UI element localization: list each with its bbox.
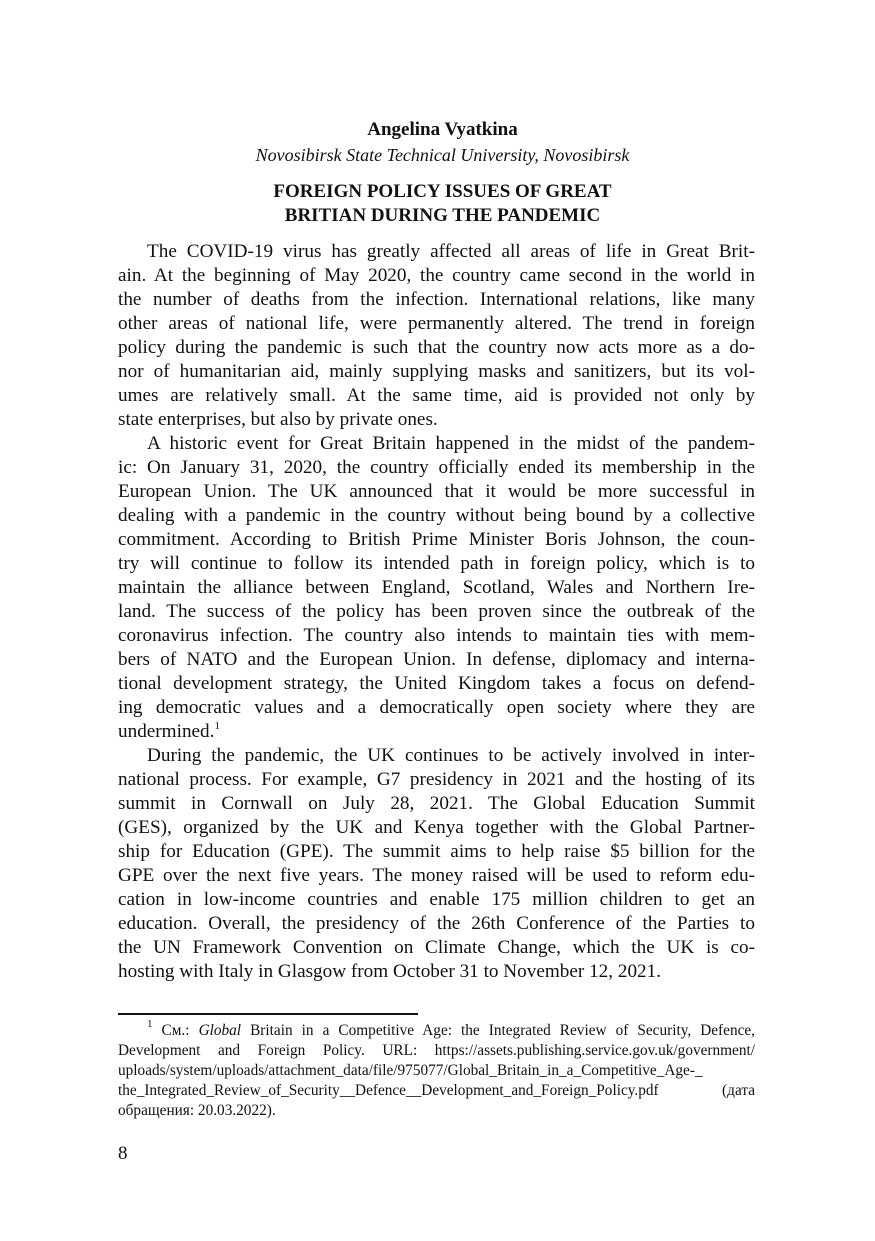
text-line: national process. For example, G7 presidency in 2021 and the hosting of its	[118, 769, 755, 790]
text-line: ing democratic values and a democratically open society where they are	[118, 697, 755, 718]
footnote-reference[interactable]: 1	[214, 720, 220, 732]
footnote-line: Development and Foreign Policy. URL: https://assets.publishing.service.gov.uk/government/	[118, 1042, 755, 1059]
paragraph	[118, 240, 755, 432]
text-line: umes are relatively small. At the same time, aid is provided not only by	[118, 385, 755, 406]
text-line: policy during the pandemic is such that the country now acts more as a do-	[118, 337, 755, 358]
text-line: the UN Framework Convention on Climate Change, which the UK is co-	[118, 937, 755, 958]
text-line: cation in low-income countries and enable 175 million children to get an	[118, 889, 755, 910]
text-line: summit in Cornwall on July 28, 2021. The Global Education Summit	[118, 793, 755, 814]
text-line: hosting with Italy in Glasgow from October 31 to November 12, 2021.	[118, 961, 662, 982]
text-line: (GES), organized by the UK and Kenya together with the Global Partner-	[118, 817, 755, 838]
text-line: state enterprises, but also by private ones.	[118, 409, 438, 430]
page-number: 8	[118, 1143, 128, 1164]
author-affiliation: Novosibirsk State Technical University, Novosibirsk	[255, 145, 630, 165]
footnote-text: Britain in a Competitive Age: the Integrated Review of Security, Defence,	[250, 1022, 755, 1039]
text-line: education. Overall, the presidency of the 26th Conference of the Parties to	[118, 913, 755, 934]
text-line: the number of deaths from the infection. International relations, like many	[118, 289, 755, 310]
footnote-line	[118, 1018, 755, 1041]
text-line: During the pandemic, the UK continues to be actively involved in inter-	[147, 745, 755, 766]
text-line: land. The success of the policy has been proven since the outbreak of the	[118, 601, 755, 622]
text-line: try will continue to follow its intended path in foreign policy, which is to	[118, 553, 755, 574]
text-line: ain. At the beginning of May 2020, the country came second in the world in	[118, 265, 755, 286]
paragraph	[118, 744, 755, 984]
author-name: Angelina Vyatkina	[367, 119, 518, 140]
title-line: FOREIGN POLICY ISSUES OF GREAT	[273, 181, 612, 202]
text-line: ship for Education (GPE). The summit aims to help raise $5 billion for the	[118, 841, 755, 862]
text-line: bers of NATO and the European Union. In defense, diplomacy and interna-	[118, 649, 755, 670]
footnote	[118, 1018, 755, 1121]
footnote-marker: 1	[147, 1018, 153, 1030]
text-line: GPE over the next five years. The money raised will be used to reform edu-	[118, 865, 755, 886]
text-line: A historic event for Great Britain happened in the midst of the pandem-	[147, 433, 755, 454]
text-line: ic: On January 31, 2020, the country officially ended its membership in the	[118, 457, 755, 478]
text-line: maintain the alliance between England, Scotland, Wales and Northern Ire-	[118, 577, 755, 598]
text-line: nor of humanitarian aid, mainly supplying masks and sanitizers, but its vol-	[118, 361, 755, 382]
text-line: commitment. According to British Prime Minister Boris Johnson, the coun-	[118, 529, 755, 550]
text-line: European Union. The UK announced that it would be more successful in	[118, 481, 755, 502]
footnote-italic: Global	[198, 1022, 242, 1039]
article-body	[118, 240, 755, 984]
footnote-prefix: См.:	[161, 1022, 190, 1039]
text-line: coronavirus infection. The country also intends to maintain ties with mem-	[118, 625, 755, 646]
footnote-line: uploads/system/uploads/attachment_data/file/975077/Global_Britain_in_a_Competitive_Age-_	[118, 1062, 703, 1079]
footnote-line: the_Integrated_Review_of_Security__Defence__Development_and_Foreign_Policy.pdf (дата	[118, 1082, 755, 1099]
paragraph	[118, 432, 755, 744]
text-line: other areas of national life, were permanently altered. The trend in foreign	[118, 313, 755, 334]
text-line: The COVID-19 virus has greatly affected all areas of life in Great Brit-	[147, 241, 755, 262]
footnote-separator	[118, 1013, 418, 1015]
text-line: undermined.$^1$	[118, 720, 220, 742]
title-line: BRITIAN DURING THE PANDEMIC	[284, 205, 601, 226]
footnote-line: обращения: 20.03.2022).	[118, 1102, 276, 1119]
text-line: tional development strategy, the United Kingdom takes a focus on defend-	[118, 673, 755, 694]
text-line: dealing with a pandemic in the country without being bound by a collective	[118, 505, 755, 526]
article-title	[0, 180, 875, 228]
